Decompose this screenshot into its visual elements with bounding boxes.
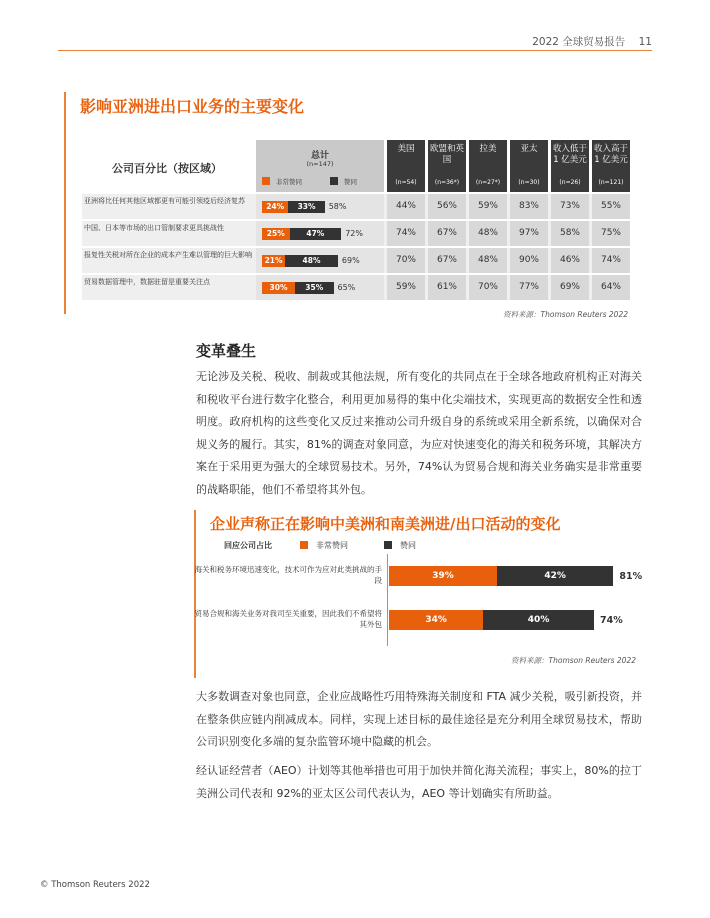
column-header: [428, 140, 466, 192]
legend-agree-swatch: [330, 177, 338, 185]
row-total: 69%: [341, 256, 360, 265]
column-name: 美国: [397, 144, 415, 154]
table-cell: 67%: [428, 248, 466, 273]
footer-copyright: © Thomson Reuters 2022: [40, 880, 150, 890]
section2-paragraph: 无论涉及关税、税收、制裁或其他法规，所有变化的共同点在于全球各地政府机构正对海关和税收平台进行数字化整合，利用更加易得的集中化尖端技术，实现更高的数据安全性和透明度。政府机构的这些变化又反过来推动公司升级自身的系统或采用全新系统，以确保对合规义务的履行。其实，81%的调查对象同意，为应对快速变化的海关和税务环境，其解决方案在于采用更为强大的全球贸易技术。另外，74%认为贸易合规和海关业务确实是非常重要的战略职能，他们不希望将其外包。: [196, 370, 642, 496]
row-label: 中国、日本等市场的出口管制要求更具挑战性: [84, 224, 224, 232]
row-bar: [256, 248, 384, 273]
column-header: [469, 140, 507, 192]
section-accent-bar: [64, 92, 66, 314]
table-cell: 83%: [510, 194, 548, 219]
total-n: (n=147): [306, 160, 334, 168]
column-n: (n=30): [518, 179, 540, 186]
chart-category-label: 贸易合规和海关业务对我司至关重要，因此我们不希望将其外包: [194, 609, 382, 629]
table-cell: 74%: [387, 221, 425, 246]
table-cell: 58%: [551, 221, 589, 246]
table-cell: 56%: [428, 194, 466, 219]
total-title: 总计: [310, 151, 329, 161]
bar-strong: 24%: [262, 201, 288, 213]
column-n: (n=27*): [475, 179, 501, 186]
table-header: [82, 140, 630, 194]
chart-axis: [387, 554, 388, 646]
section3-paragraph-1: 大多数调查对象也同意，企业应战略性巧用特殊海关制度和 FTA 减少关税，吸引新投资，并在整条供应链内削减成本。同样，实现上述目标的最佳途径是充分利用全球贸易技术，帮助公司识别变化多端的复杂监管环境中隐藏的机会。: [196, 690, 642, 749]
bar-agree: 35%: [295, 282, 334, 294]
page-header: [532, 34, 652, 49]
table-cell: 61%: [428, 275, 466, 300]
table-cell: 67%: [428, 221, 466, 246]
chart-legend-strong: 非常赞同: [316, 541, 348, 550]
table-cell: 90%: [510, 248, 548, 273]
row-label: 亚洲将比任何其他区域都更有可能引领疫后经济复苏: [84, 197, 245, 205]
table-row: [82, 221, 630, 246]
column-header: [510, 140, 548, 192]
bar-agree: 48%: [285, 255, 338, 267]
table-cell: 69%: [551, 275, 589, 300]
table-cell: 46%: [551, 248, 589, 273]
table-cell: 73%: [551, 194, 589, 219]
chart-title: 企业声称正在影响中美洲和南美洲进/出口活动的变化: [210, 515, 561, 533]
row-total: 58%: [328, 202, 347, 211]
section1-title: 影响亚洲进出口业务的主要变化: [80, 97, 305, 116]
chart-bar-strong: 34%: [389, 610, 483, 630]
bar-agree: 33%: [288, 201, 324, 213]
table-cell: 59%: [387, 275, 425, 300]
legend-strong-label: 非常赞同: [276, 178, 302, 186]
asia-changes-table: [82, 140, 630, 302]
bar-strong: 25%: [262, 228, 290, 240]
column-header: [551, 140, 589, 192]
table-cell: 70%: [387, 248, 425, 273]
table-row: [82, 248, 630, 273]
chart-legend-agree-swatch: [384, 541, 392, 549]
table-cell: 77%: [510, 275, 548, 300]
table-cell: 64%: [592, 275, 630, 300]
chart-bar-strong: 39%: [389, 566, 497, 586]
chart-legend-agree: 赞同: [400, 541, 416, 550]
row-bar: [256, 275, 384, 300]
report-title: 2022 全球贸易报告: [532, 36, 626, 48]
column-n: (n=121): [598, 179, 624, 186]
source-note: 资料来源：Thomson Reuters 2022: [503, 310, 628, 319]
column-name: 收入低于 1 亿美元: [552, 144, 587, 165]
column-name: 拉美: [479, 144, 497, 154]
table-cell: 55%: [592, 194, 630, 219]
row-bar: [256, 221, 384, 246]
chart-total-label: 74%: [599, 615, 623, 626]
row-label: 贸易数据管理中，数据驻留是重要关注点: [84, 278, 210, 286]
bar-strong: 21%: [262, 255, 285, 267]
chart-accent-bar: [194, 510, 196, 678]
table-cell: 97%: [510, 221, 548, 246]
header-divider: [58, 50, 652, 51]
category-label: 公司百分比（按区域）: [112, 162, 222, 175]
table-row: [82, 275, 630, 300]
legend-agree-label: 赞同: [344, 178, 357, 186]
row-label: 报复性关税对所在企业的成本产生难以管理的巨大影响: [84, 251, 252, 259]
chart-bar-agree: 42%: [497, 566, 613, 586]
table-body: [82, 194, 630, 300]
chart-bar-agree: 40%: [483, 610, 594, 630]
page-number: 11: [638, 36, 652, 48]
row-bar: [256, 194, 384, 219]
bar-strong: 30%: [262, 282, 295, 294]
table-cell: 75%: [592, 221, 630, 246]
table-cell: 48%: [469, 221, 507, 246]
chart-total-label: 81%: [619, 571, 643, 582]
total-column-header: [256, 140, 384, 192]
chart-source-note: 资料来源：Thomson Reuters 2022: [511, 656, 636, 665]
column-name: 收入高于 1 亿美元: [593, 144, 628, 165]
column-n: (n=54): [395, 179, 417, 186]
chart-legend-title: 回应公司占比: [224, 541, 272, 550]
table-cell: 48%: [469, 248, 507, 273]
column-n: (n=26): [559, 179, 581, 186]
chart-legend-strong-swatch: [300, 541, 308, 549]
column-header: [387, 140, 425, 192]
section3-paragraph-2: 经认证经营者（AEO）计划等其他举措也可用于加快并简化海关流程；事实上，80%的拉丁美洲公司代表和 92%的亚太区公司代表认为，AEO 等计划确实有所助益。: [196, 764, 642, 800]
column-header: [592, 140, 630, 192]
table-row: [82, 194, 630, 219]
column-name: 亚太: [520, 144, 538, 154]
table-cell: 74%: [592, 248, 630, 273]
section2-title: 变革叠生: [196, 342, 257, 360]
table-cell: 59%: [469, 194, 507, 219]
bar-agree: 47%: [290, 228, 342, 240]
row-total: 65%: [337, 283, 356, 292]
column-name: 欧盟和英国: [429, 144, 464, 165]
row-total: 72%: [345, 229, 363, 238]
table-cell: 44%: [387, 194, 425, 219]
table-cell: 70%: [469, 275, 507, 300]
chart-category-label: 海关和税务环境迅速变化，技术可作为应对此类挑战的手段: [194, 565, 382, 585]
column-n: (n=36*): [434, 179, 460, 186]
legend-strong-swatch: [262, 177, 270, 185]
